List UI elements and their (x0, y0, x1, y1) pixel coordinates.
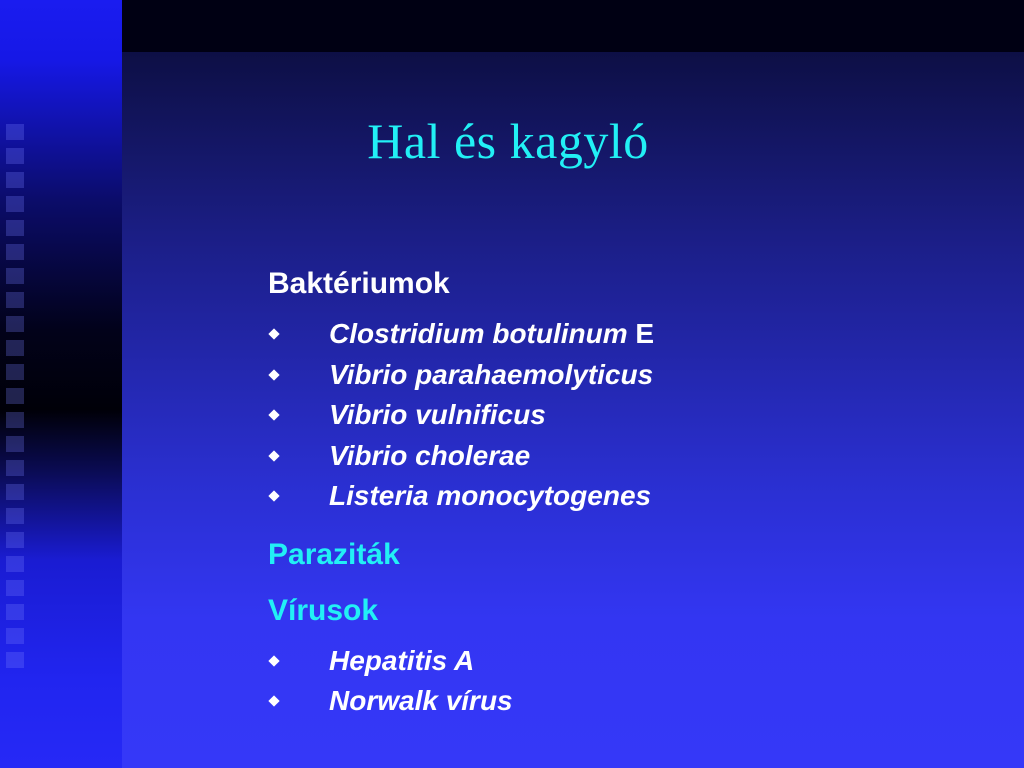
slide-content (268, 262, 988, 732)
section-heading-viruses: Vírusok (268, 593, 379, 627)
bacteria-list (268, 314, 988, 517)
top-band (122, 0, 1024, 52)
diamond-bullet-icon (268, 328, 279, 339)
diamond-bullet-icon (268, 490, 279, 501)
diamond-bullet-icon (268, 450, 279, 461)
list-item: Clostridium botulinum E (268, 314, 988, 355)
section-heading-bacteria: Baktériumok (268, 267, 450, 300)
list-item: Listeria monocytogenes (268, 476, 988, 517)
slide-title: Hal és kagyló (367, 113, 649, 169)
list-item: Vibrio parahaemolyticus (268, 355, 988, 396)
diamond-bullet-icon (268, 655, 279, 666)
virus-list (268, 641, 988, 722)
list-item: Hepatitis A (268, 641, 988, 682)
diamond-bullet-icon (268, 409, 279, 420)
diamond-bullet-icon (268, 695, 279, 706)
list-item: Vibrio cholerae (268, 436, 988, 477)
list-item: Norwalk vírus (268, 681, 988, 722)
diamond-bullet-icon (268, 369, 279, 380)
section-heading-parasites: Paraziták (268, 537, 400, 571)
list-item: Vibrio vulnificus (268, 395, 988, 436)
